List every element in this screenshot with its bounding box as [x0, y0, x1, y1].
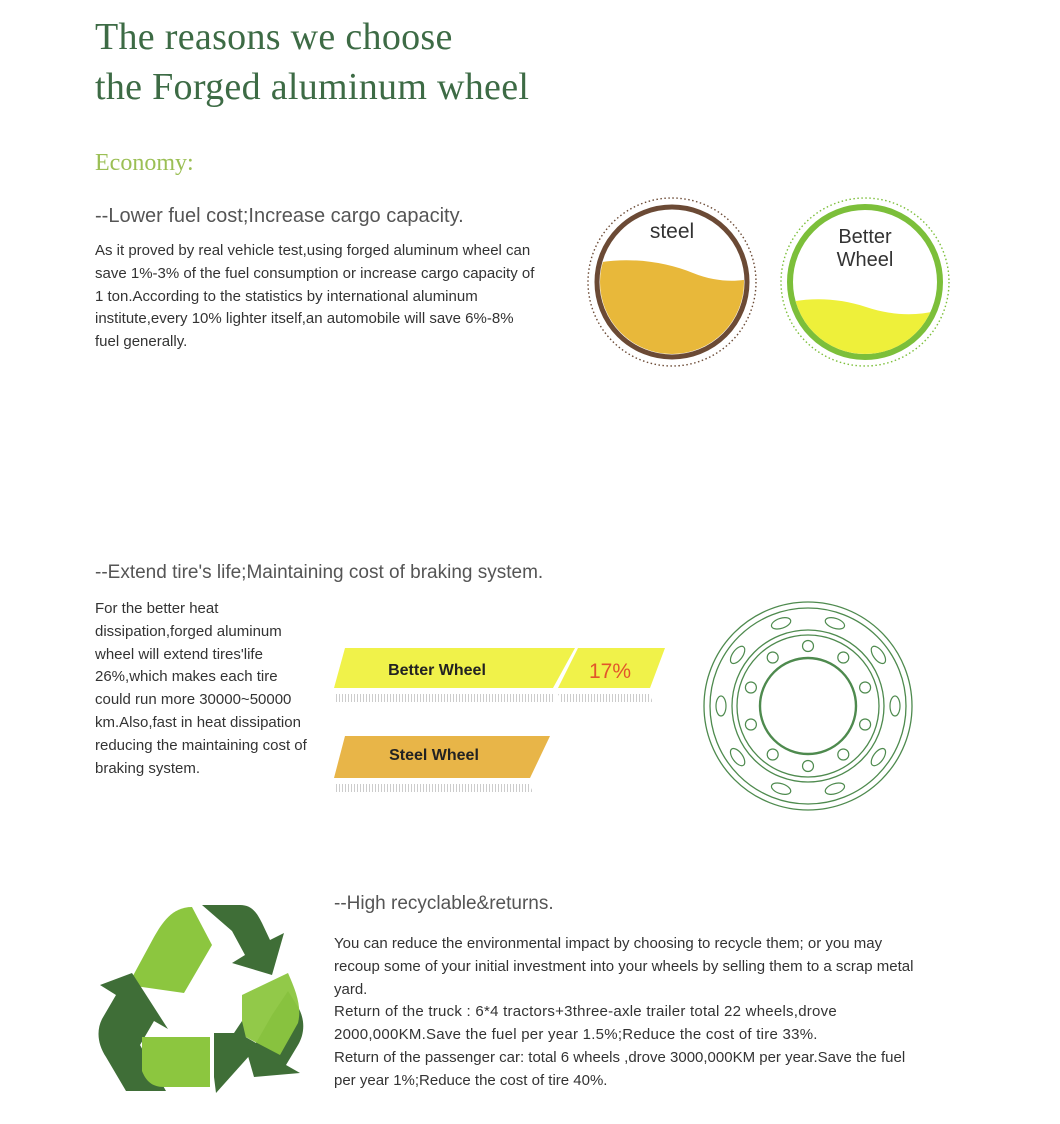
wheel-bolt-hole: [745, 682, 756, 693]
wheel-vent-hole: [890, 696, 900, 716]
wheel-vent-hole: [824, 615, 846, 631]
recycle-subtitle: --High recyclable&returns.: [334, 893, 554, 914]
wheel-bolt-hole: [838, 652, 849, 663]
tire-body: For the better heat dissipation,forged aluminum wheel will extend tires'life 26%,which makes each tire could run more 30000~50000 km.Also,fast in heat dissipation reducing the maintaining cost of braking system.: [95, 600, 307, 777]
wheel-bolt-hole: [838, 749, 849, 760]
better-gauge-label-1: Better: [838, 226, 892, 248]
recycle-body: [334, 933, 919, 1093]
page-title: [95, 12, 529, 112]
tire-subtitle: --Extend tire's life;Maintaining cost of braking system.: [95, 562, 544, 583]
economy-subtitle: --Lower fuel cost;Increase cargo capacity.: [95, 205, 464, 227]
wheel-bolt-hole: [860, 682, 871, 693]
wheel-rim-icon: [700, 598, 916, 814]
better-wheel-bar-label: Better Wheel: [388, 662, 486, 679]
recycle-arrow-bottom-light: [142, 1037, 210, 1087]
recycle-para-2: Return of the truck : 6*4 tractors+3three-axle trailer total 22 wheels,drove 2000,000KM.Save the fuel per year 1.5%;Reduce the cost of tire 33%.: [334, 1003, 837, 1044]
better-gauge-label-2: Wheel: [836, 249, 894, 271]
recycle-arrow-top-dark: [202, 905, 284, 975]
wheel-bolt-hole: [767, 749, 778, 760]
wheel-vent-hole: [716, 696, 726, 716]
better-wheel-percent: 17%: [588, 660, 632, 683]
wheel-bolt-hole: [860, 719, 871, 730]
recycle-para-1: You can reduce the environmental impact by choosing to recycle them; or you may recoup some of your initial investment into your wheels by selling them to a scrap metal yard.: [334, 935, 914, 998]
economy-body: As it proved by real vehicle test,using forged aluminum wheel can save 1%-3% of the fuel consumption or increase cargo capacity of 1 ton.According to the statistics by international aluminum institute,every 10% lighter itself,an automobile will save 6%-8% fuel generally.: [95, 242, 535, 351]
economy-heading: Economy:: [95, 150, 194, 176]
wheel-bolt-hole: [803, 641, 814, 652]
percent-box-shadow: [558, 694, 652, 702]
wheel-vent-hole: [770, 781, 792, 797]
wheel-bolt-hole: [745, 719, 756, 730]
wheel-bolt-hole: [767, 652, 778, 663]
steel-wheel-bar-label: Steel Wheel: [389, 747, 479, 764]
wheel-vent-hole: [868, 746, 888, 768]
wheel-bolt-hole: [803, 761, 814, 772]
tire-life-comparison: [330, 640, 675, 800]
recycle-arrow-top-light: [128, 907, 212, 993]
better-wheel-fuel-gauge: [776, 193, 954, 371]
wheel-vent-hole: [770, 615, 792, 631]
steel-gauge-label: steel: [649, 220, 695, 243]
title-line-2: the Forged aluminum wheel: [95, 66, 530, 108]
wheel-vent-hole: [728, 746, 748, 768]
steel-fuel-gauge: [583, 193, 761, 371]
wheel-vent-hole: [868, 644, 888, 666]
steel-wheel-bar-shadow: [334, 784, 532, 792]
better-wheel-bar-shadow: [334, 694, 555, 702]
recycle-para-3: Return of the passenger car: total 6 wheels ,drove 3000,000KM per year.Save the fuel per year 1%;Reduce the cost of tire 40%.: [334, 1048, 906, 1089]
recycle-icon: [92, 895, 312, 1105]
wheel-vent-hole: [728, 644, 748, 666]
wheel-vent-hole: [824, 781, 846, 797]
title-line-1: The reasons we choose: [95, 16, 453, 58]
